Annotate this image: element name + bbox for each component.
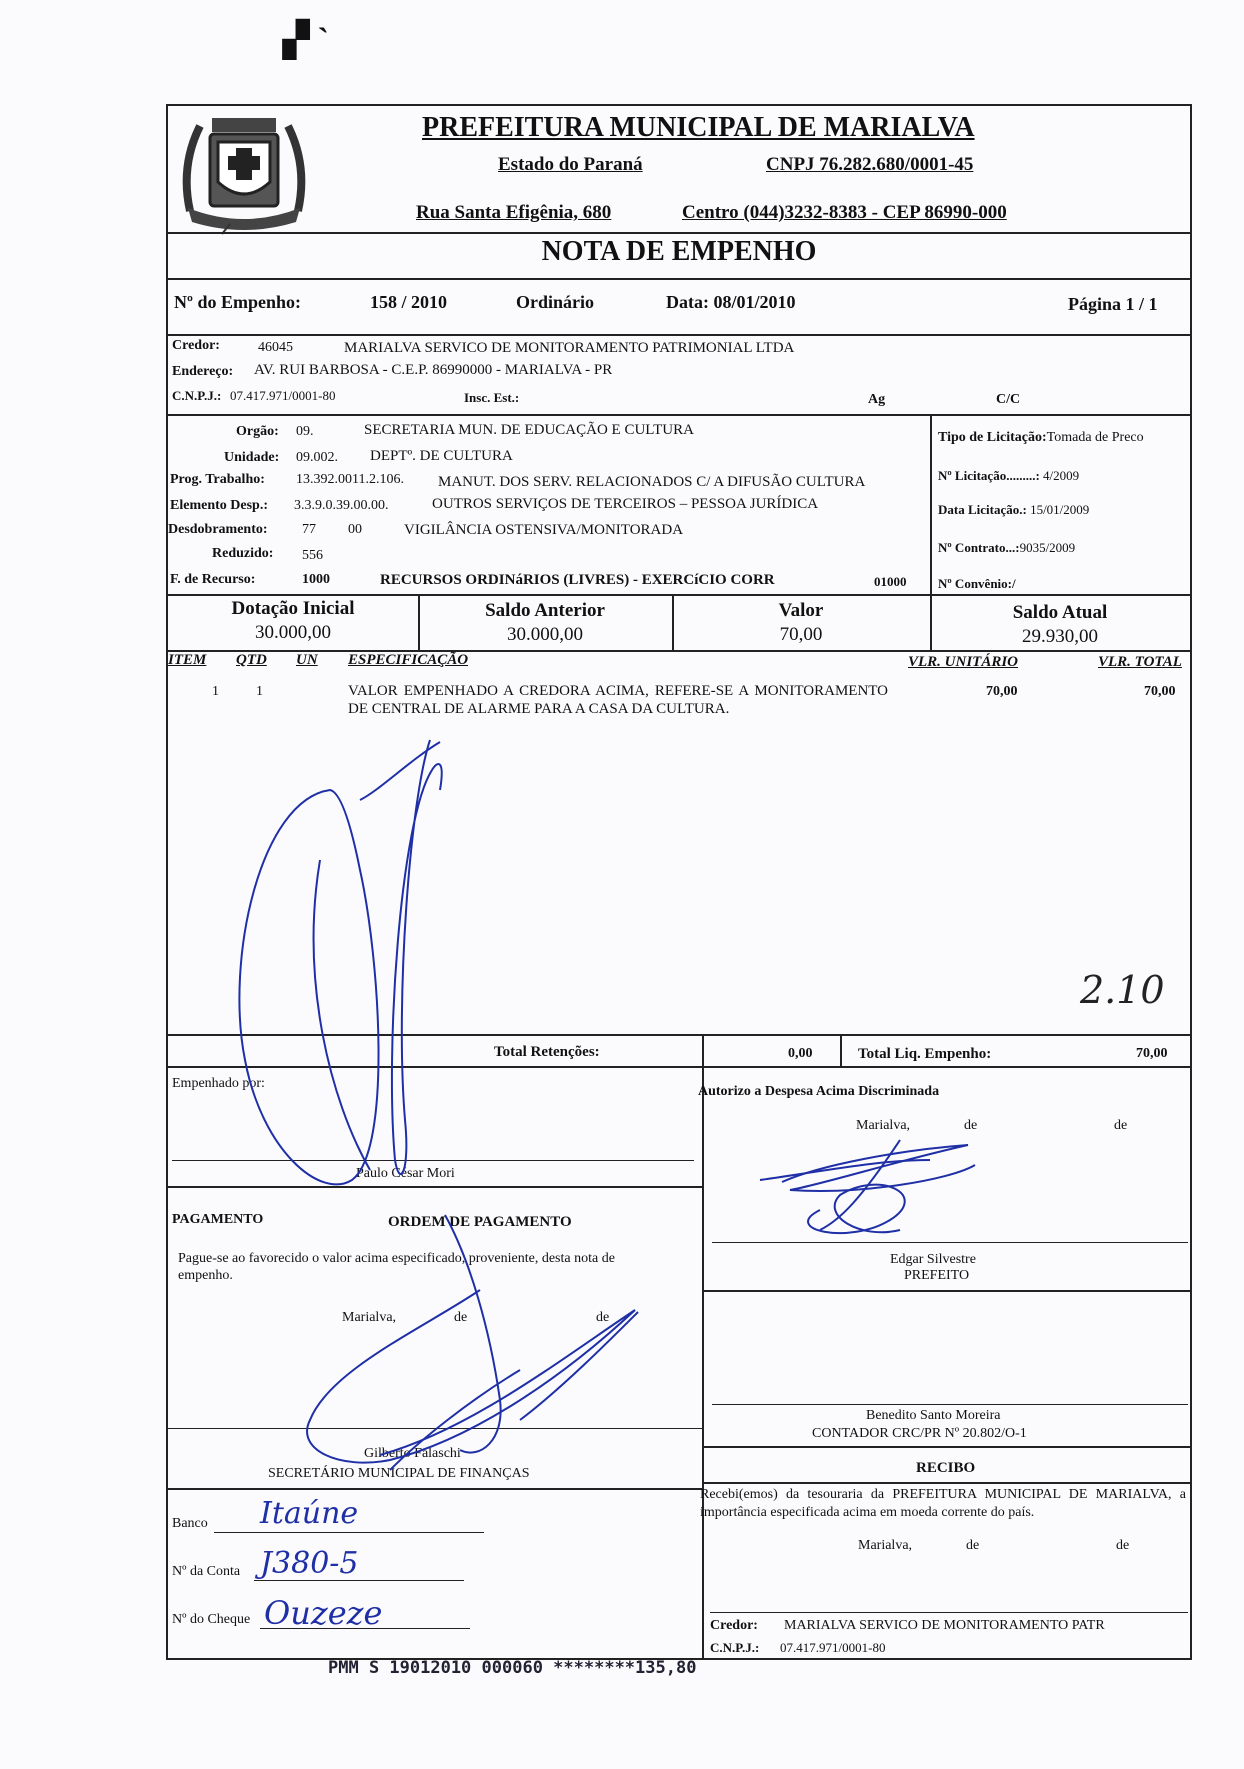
recibo-de2: de <box>1116 1538 1130 1553</box>
prefeito-name: Edgar Silvestre <box>890 1252 976 1267</box>
dotacao-inicial-label: Dotação Inicial <box>231 598 355 619</box>
recurso-label: F. de Recurso: <box>170 572 256 587</box>
item-qtd: 1 <box>256 684 263 699</box>
numero-convenio: Nº Convênio:/ <box>938 576 1016 591</box>
unidade-label: Unidade: <box>224 450 280 465</box>
elemento-code: 3.3.9.0.39.00.00. <box>294 498 389 513</box>
conta-handwritten: J380-5 <box>260 1546 359 1581</box>
empenho-number-value: 158 / 2010 <box>370 292 448 312</box>
conta-label: Nº da Conta <box>172 1564 241 1579</box>
col-qtd: QTD <box>236 652 267 668</box>
pagamento-de1: de <box>454 1310 468 1325</box>
contador-title: CONTADOR CRC/PR Nº 20.802/O-1 <box>812 1426 1027 1441</box>
item-unit-value: 70,00 <box>986 684 1018 699</box>
total-liquido-value: 70,00 <box>1136 1046 1168 1061</box>
pagamento-marialva: Marialva, <box>342 1310 397 1325</box>
autorizo-marialva: Marialva, <box>856 1118 911 1133</box>
address-label: Rua Santa Efigênia, 680 <box>416 202 612 223</box>
saldo-atual-label: Saldo Atual <box>1012 602 1108 623</box>
orgao-code: 09. <box>296 424 314 439</box>
contact-label: Centro (044)3232-8383 - CEP 86990-000 <box>682 202 1007 223</box>
divider <box>168 650 1190 652</box>
credor-code: 46045 <box>258 340 293 355</box>
insc-est-label: Insc. Est.: <box>464 390 520 405</box>
divider <box>168 1034 1190 1036</box>
data-licitacao: Data Licitação.: 15/01/2009 <box>938 502 1090 517</box>
recurso-code: 1000 <box>302 572 330 587</box>
divider <box>168 278 1190 280</box>
numero-licitacao: Nº Licitação.........: 4/2009 <box>938 468 1080 483</box>
divider <box>168 334 1190 336</box>
secretario-title: SECRETÁRIO MUNICIPAL DE FINANÇAS <box>268 1466 530 1481</box>
numero-contrato: Nº Contrato...:9035/2009 <box>938 540 1076 555</box>
divider <box>702 1446 1190 1448</box>
orgao-label: Orgão: <box>236 424 279 439</box>
empenhado-por-label: Empenhado por: <box>172 1076 265 1091</box>
signature-line <box>710 1612 1188 1613</box>
reduzido-label: Reduzido: <box>212 546 274 561</box>
divider <box>930 414 932 594</box>
document-title: NOTA DE EMPENHO <box>541 236 817 267</box>
unidade-name: DEPTº. DE CULTURA <box>370 448 513 464</box>
recurso-name: RECURSOS ORDINáRIOS (LIVRES) - EXERCíCIO CORR <box>380 572 775 588</box>
saldo-anterior-label: Saldo Anterior <box>485 600 605 621</box>
banco-label: Banco <box>172 1516 208 1531</box>
contador-name: Benedito Santo Moreira <box>866 1408 1001 1423</box>
nota-empenho-form <box>166 104 1192 1660</box>
signature-line <box>712 1404 1188 1405</box>
item-total-value: 70,00 <box>1144 684 1176 699</box>
saldo-anterior-value: 30.000,00 <box>507 624 583 645</box>
col-un: UN <box>296 652 318 668</box>
unidade-code: 09.002. <box>296 450 338 465</box>
desdobramento-name: VIGILÂNCIA OSTENSIVA/MONITORADA <box>404 522 684 538</box>
empenho-type: Ordinário <box>516 292 595 312</box>
item-description: VALOR EMPENHADO A CREDORA ACIMA, REFERE-SE A MONITORAMENTO DE CENTRAL DE ALARME PARA A CASA DA CULTURA. <box>348 683 888 717</box>
cnpj-label: CNPJ 76.282.680/0001-45 <box>766 154 974 175</box>
municipal-coat-of-arms-icon <box>170 106 318 236</box>
elemento-name: OUTROS SERVIÇOS DE TERCEIROS – PESSOA JURÍDICA <box>432 496 819 512</box>
banco-handwritten: Itaúne <box>260 1496 359 1531</box>
autenticacao-stamp: PMM S 19012010 000060 ********135,80 <box>328 1658 697 1678</box>
prog-trabalho-name: MANUT. DOS SERV. RELACIONADOS C/ A DIFUSÃO CULTURA <box>438 474 866 490</box>
divider <box>702 1034 704 1066</box>
col-item: ITEM <box>168 652 207 668</box>
banco-line <box>214 1532 484 1533</box>
recibo-cnpj-label: C.N.P.J.: <box>710 1640 760 1655</box>
cheque-handwritten: Ouzeze <box>264 1594 383 1632</box>
divider <box>702 1066 704 1660</box>
autorizo-de2: de <box>1114 1118 1128 1133</box>
tipo-licitacao: Tipo de Licitação:Tomada de Preco <box>938 430 1144 445</box>
item-number: 1 <box>212 684 219 699</box>
empenho-number-label: Nº do Empenho: <box>174 292 301 312</box>
divider <box>702 1482 1190 1484</box>
recibo-de1: de <box>966 1538 980 1553</box>
prog-trabalho-label: Prog. Trabalho: <box>170 472 265 487</box>
divider <box>168 1488 704 1490</box>
pagamento-text: Pague-se ao favorecido o valor acima especificado, proveniente, desta nota de empenho. <box>178 1251 615 1283</box>
conta-corrente-label: C/C <box>996 392 1021 407</box>
col-vlr-total: VLR. TOTAL <box>1098 654 1182 670</box>
handwritten-page-note: 2.10 <box>1080 968 1165 1012</box>
divider <box>168 594 1190 596</box>
dotacao-inicial-value: 30.000,00 <box>255 622 331 643</box>
endereco-label: Endereço: <box>172 364 234 379</box>
divider <box>702 1290 1190 1292</box>
pagamento-de2: de <box>596 1310 610 1325</box>
signature-line <box>172 1160 694 1161</box>
divider <box>168 1066 1190 1068</box>
recibo-text: Recebi(emos) da tesouraria da PREFEITURA MUNICIPAL DE MARIALVA, a importância especificada acima em moeda corrente do país. <box>700 1487 1186 1520</box>
prefeitura-title: PREFEITURA MUNICIPAL DE MARIALVA <box>422 112 975 143</box>
recurso-code2: 01000 <box>874 574 907 589</box>
empenho-date: Data: 08/01/2010 <box>666 292 796 312</box>
elemento-label: Elemento Desp.: <box>170 498 268 513</box>
prog-trabalho-code: 13.392.0011.2.106. <box>296 472 404 487</box>
desdobramento-label: Desdobramento: <box>168 522 268 537</box>
total-retencoes-value: 0,00 <box>788 1046 813 1061</box>
divider <box>168 232 1190 234</box>
col-especificacao: ESPECIFICAÇÃO <box>348 652 469 668</box>
reduzido-value: 556 <box>302 548 323 563</box>
orgao-name: SECRETARIA MUN. DE EDUCAÇÃO E CULTURA <box>364 422 694 438</box>
cheque-label: Nº do Cheque <box>172 1612 251 1627</box>
credor-name: MARIALVA SERVICO DE MONITORAMENTO PATRIMONIAL LTDA <box>344 340 795 356</box>
endereco-value: AV. RUI BARBOSA - C.E.P. 86990000 - MARIALVA - PR <box>254 362 613 378</box>
secretario-name: Gilberto Falaschi <box>364 1446 461 1461</box>
estado-label: Estado do Paraná <box>498 154 643 175</box>
agencia-label: Ag <box>868 392 886 407</box>
saldo-atual-value: 29.930,00 <box>1022 626 1098 647</box>
credor-cnpj-label: C.N.P.J.: <box>172 388 222 403</box>
recibo-credor-value: MARIALVA SERVICO DE MONITORAMENTO PATR <box>784 1618 1105 1633</box>
signature-line <box>712 1242 1188 1243</box>
valor-value: 70,00 <box>779 624 823 645</box>
col-vlr-unitario: VLR. UNITÁRIO <box>908 654 1019 670</box>
divider <box>168 414 1190 416</box>
page-number: Página 1 / 1 <box>1068 294 1158 314</box>
desdobramento-code2: 00 <box>348 522 362 537</box>
empenhado-por-name: Paulo César Mori <box>356 1166 455 1181</box>
divider <box>168 1186 704 1188</box>
ordem-pagamento-label: ORDEM DE PAGAMENTO <box>388 1214 572 1230</box>
prefeito-title: PREFEITO <box>904 1268 970 1283</box>
recibo-marialva: Marialva, <box>858 1538 913 1553</box>
autorizo-label: Autorizo a Despesa Acima Discriminada <box>698 1084 940 1099</box>
total-liquido-label: Total Liq. Empenho: <box>858 1046 992 1062</box>
pagamento-label: PAGAMENTO <box>172 1212 264 1227</box>
valor-label: Valor <box>778 600 824 621</box>
total-retencoes-label: Total Retenções: <box>494 1044 600 1060</box>
credor-label: Credor: <box>172 338 220 353</box>
desdobramento-code1: 77 <box>302 522 316 537</box>
signature-line <box>168 1428 704 1429</box>
recibo-credor-label: Credor: <box>710 1618 758 1633</box>
autorizo-de1: de <box>964 1118 978 1133</box>
credor-cnpj-value: 07.417.971/0001-80 <box>230 388 336 403</box>
scan-mark: ▞ ˋ <box>283 22 329 59</box>
recibo-cnpj-value: 07.417.971/0001-80 <box>780 1640 886 1655</box>
divider <box>840 1034 842 1066</box>
recibo-label: RECIBO <box>916 1460 976 1476</box>
